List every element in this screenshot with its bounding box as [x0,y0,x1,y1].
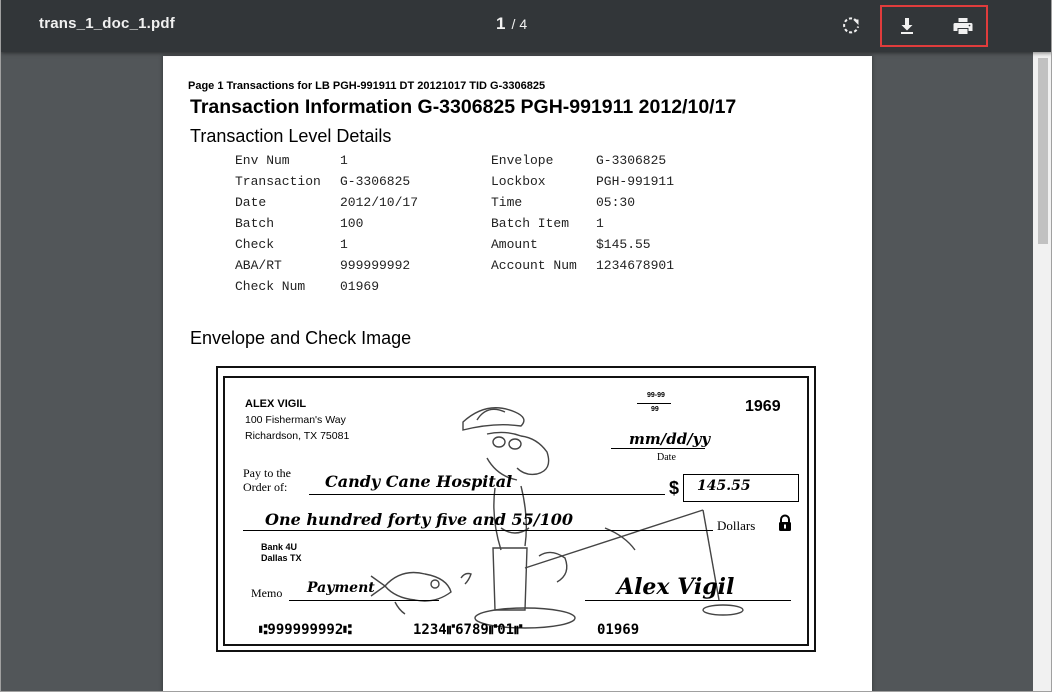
rotate-button[interactable] [835,10,867,42]
page-header-line: Page 1 Transactions for LB PGH-991911 DT 20121017 TID G-3306825 [188,80,546,92]
lock-icon [777,514,793,532]
total-pages: 4 [519,16,528,32]
field-value: 1 [340,153,348,168]
field-value: PGH-991911 [596,174,675,189]
amount-words-line [243,530,713,531]
memo-line [289,600,439,601]
amount-in-words: One hundred forty five and 55/100 [265,510,573,529]
field-label: ABA/RT [235,258,282,273]
order-of-label: Order of: [243,480,288,494]
field-label: Transaction [235,174,321,189]
memo-label: Memo [251,586,283,600]
document-title: trans_1_doc_1.pdf [39,15,175,32]
field-label: Check [235,237,275,252]
payer-address-line2: Richardson, TX 75081 [245,430,350,442]
signature-line [585,600,791,601]
download-button[interactable] [891,10,923,42]
scrollbar-thumb[interactable] [1038,58,1048,244]
field-label: Account Num [491,258,577,273]
rotate-icon [835,10,867,42]
field-value: 100 [340,216,364,231]
payer-address-line1: 100 Fisherman's Way [245,414,346,426]
date-line [611,448,705,449]
bank-name: Bank 4U [261,542,298,552]
print-icon [947,10,979,42]
field-value: 2012/10/17 [340,195,419,210]
amount-value: 145.55 [697,478,751,494]
bank-city: Dallas TX [261,553,302,563]
memo-value: Payment [307,580,375,596]
field-label: Check Num [235,279,306,294]
micr-routing: ⑆999999992⑆ [259,622,352,638]
field-value: 1 [340,237,348,252]
field-value: G-3306825 [340,174,411,189]
section-heading-image: Envelope and Check Image [190,328,412,348]
field-value: 1 [596,216,604,231]
check-border [223,376,809,646]
dollar-sign: $ [669,478,680,498]
date-value: mm/dd/yy [629,430,711,448]
page-counter [496,14,527,34]
field-value: 1234678901 [596,258,675,273]
dollars-label: Dollars [717,518,756,533]
vertical-scrollbar[interactable] [1033,52,1052,692]
pdf-toolbar [1,0,1052,52]
field-label: Lockbox [491,174,546,189]
field-label: Batch [235,216,275,231]
field-label: Date [235,195,267,210]
field-value: 01969 [340,279,380,294]
micr-check-number: 01969 [597,622,640,638]
pdf-page [163,56,872,692]
field-value: $145.55 [596,237,651,252]
micr-account: 1234⑈6789⑈01⑈ [413,622,523,638]
section-heading-details: Transaction Level Details [190,126,392,146]
field-label: Amount [491,237,538,252]
payer-name: ALEX VIGIL [245,398,307,410]
current-page-number[interactable]: 1 [496,14,506,33]
field-value: G-3306825 [596,153,667,168]
signature: Alex Vigil [617,574,735,600]
field-label: Batch Item [491,216,570,231]
check-number: 1969 [745,398,781,415]
field-label: Time [491,195,523,210]
pay-to-label: Pay to the [243,466,291,480]
check-image [216,366,816,652]
field-label: Envelope [491,153,554,168]
routing-fraction-top: 99-99 [647,392,665,399]
fraction-divider [637,403,671,404]
document-heading: Transaction Information G-3306825 PGH-991911 2012/10/17 [190,96,737,118]
page-separator: / [511,16,516,32]
field-label: Env Num [235,153,290,168]
field-value: 05:30 [596,195,636,210]
download-icon [891,10,923,42]
print-button[interactable] [947,10,979,42]
field-value: 999999992 [340,258,411,273]
routing-fraction-bottom: 99 [651,406,659,413]
payee-line [309,494,665,495]
date-label: Date [657,452,676,463]
payee-name: Candy Cane Hospital [325,472,513,491]
